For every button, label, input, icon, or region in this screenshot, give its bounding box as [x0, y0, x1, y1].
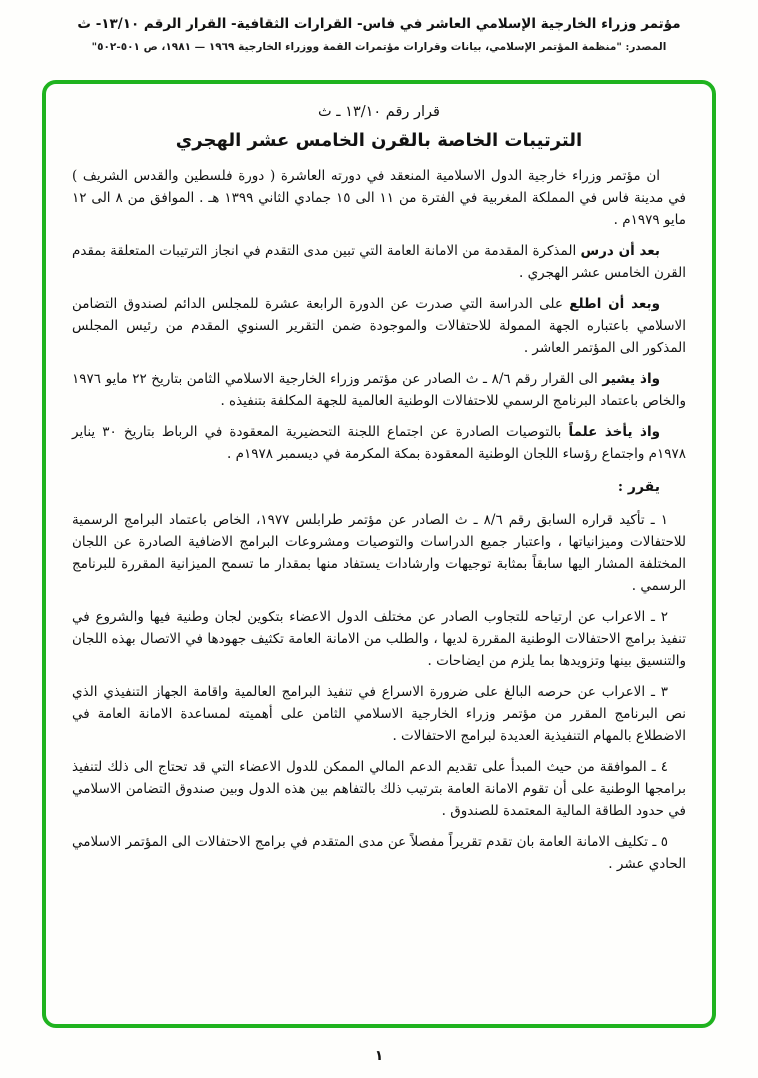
green-border-frame	[42, 80, 716, 1028]
resolution-item-5: ٥ ـ تكليف الامانة العامة بان تقدم تقريراً مفصلاً عن مدى المتقدم في برامج الاحتفالات الى المؤتمر الاسلامي الحادي عشر .	[72, 834, 686, 872]
paragraph-lead: واذ يشير	[602, 371, 660, 387]
preamble-paragraph	[72, 240, 686, 284]
resolution-heading: الترتيبات الخاصة بالقرن الخامس عشر الهجري	[175, 130, 583, 151]
paragraph-text: المذكرة المقدمة من الامانة العامة التي تبين مدى التقدم في انجاز الترتيبات المتعلقة بمقدم القرن الخامس عشر الهجري .	[72, 243, 686, 281]
resolution-item-4: ٤ ـ الموافقة من حيث المبدأ على تقديم الدعم المالي الممكن للدول الاعضاء التي قد تحتاج الى ذلك لتنفيذ برامجها الوطنية على أن تقوم الامانة العامة بترتيب ذلك بالتفاهم بين هذه الدول وبين صندوق التضامن الاسلامي في حدود الطاقة المالية المعتمدة للصندوق .	[72, 759, 686, 819]
paragraph-text: الى القرار رقم ٨/٦ ـ ث الصادر عن مؤتمر وزراء الخارجية الاسلامي الثامن بتاريخ ٢٢ مايو ١٩٧٦ والخاص باعتماد البرنامج الرسمي للاحتفالات الوطنية العالمية للجهة المكلفة بتنفيذه .	[72, 371, 686, 409]
paragraph-text: بالتوصيات الصادرة عن اجتماع اللجنة التحضيرية المعقودة في الرباط بتاريخ ٣٠ يناير ١٩٧٨م واجتماع رؤساء اللجان الوطنية المعقودة بمكة المكرمة في ديسمبر ١٩٧٨م .	[72, 424, 686, 462]
resolution-item-3: ٣ ـ الاعراب عن حرصه البالغ على ضرورة الاسراع في تنفيذ البرامج العالمية واقامة الجهاز التنفيذي الذي نص البرنامج المقرر من مؤتمر وزراء الخارجية الاسلامي الثامن على أهميته لمساعدة الامانة العامة في الاضطلاع بالمهام التنفيذية العديدة لبرامج الاحتفالات .	[72, 684, 686, 744]
header-title: مؤتمر وزراء الخارجية الإسلامي العاشر في فاس- القرارات الثقافية- القرار الرقم ١٣/١٠- ث	[77, 16, 681, 32]
paragraph-lead: بعد أن درس	[580, 243, 660, 259]
decision-label: يقرر :	[617, 479, 660, 495]
paragraph-lead: واذ يأخذ علماً	[568, 424, 660, 440]
document-header	[0, 0, 758, 54]
header-source-citation: المصدر: "منظمة المؤتمر الإسلامي، بيانات وقرارات مؤتمرات القمة ووزراء الخارجية ١٩٦٩ — ١٩٨١، ص ٥٠١-٥٠٢"	[91, 41, 667, 53]
preamble-paragraph	[72, 165, 686, 231]
paragraph-text: ان مؤتمر وزراء خارجية الدول الاسلامية المنعقد في دورته العاشرة ( دورة فلسطين والقدس الشريف ) في مدينة فاس في المملكة المغربية في الفترة من ١١ الى ١٥ جمادي الثاني ١٣٩٩ هـ . الموافق من ٨ الى ١٢ مايو ١٩٧٩م .	[72, 168, 687, 228]
paragraph-lead: وبعد أن اطلع	[569, 296, 660, 312]
resolution-item-1: ١ ـ تأكيد قراره السابق رقم ٨/٦ ـ ث الصادر عن مؤتمر طرابلس ١٩٧٧، الخاص باعتماد البرامج الرسمية للاحتفالات وميزانياتها ، واعتبار جميع الدراسات والتوصيات ومشروعات البرامج الاضافية الصادرة عن اللجان المختلفة المشار اليها سابقاً بمثابة توجيهات وارشادات يستفاد منها بمقدار ما تسمح الميزانية المقررة للبرنامج الرسمي .	[72, 512, 686, 594]
resolution-number-title: قرار رقم ١٣/١٠ ـ ث	[318, 104, 440, 120]
preamble-paragraph	[72, 421, 686, 465]
preamble-paragraph	[72, 293, 686, 359]
resolution-item-2: ٢ ـ الاعراب عن ارتياحه للتجاوب الصادر عن مختلف الدول الاعضاء بتكوين لجان وطنية فيها والشروع في تنفيذ برامج الاحتفالات الوطنية المقررة لديها ، والطلب من الامانة العامة تكثيف جهودها في الاتصال بهذه اللجان والتنسيق بينها وتزويدها بما يلزم من ايضاحات .	[72, 609, 686, 669]
page-number: ١	[374, 1048, 384, 1064]
paragraph-text: على الدراسة التي صدرت عن الدورة الرابعة عشرة للمجلس الدائم لصندوق التضامن الاسلامي باعتباره الجهة الممولة للاحتفالات والموجودة ضمن التقرير السنوي المقدم من رئيس المجلس المذكور الى المؤتمر العاشر .	[72, 296, 686, 356]
preamble-paragraph	[72, 368, 686, 412]
